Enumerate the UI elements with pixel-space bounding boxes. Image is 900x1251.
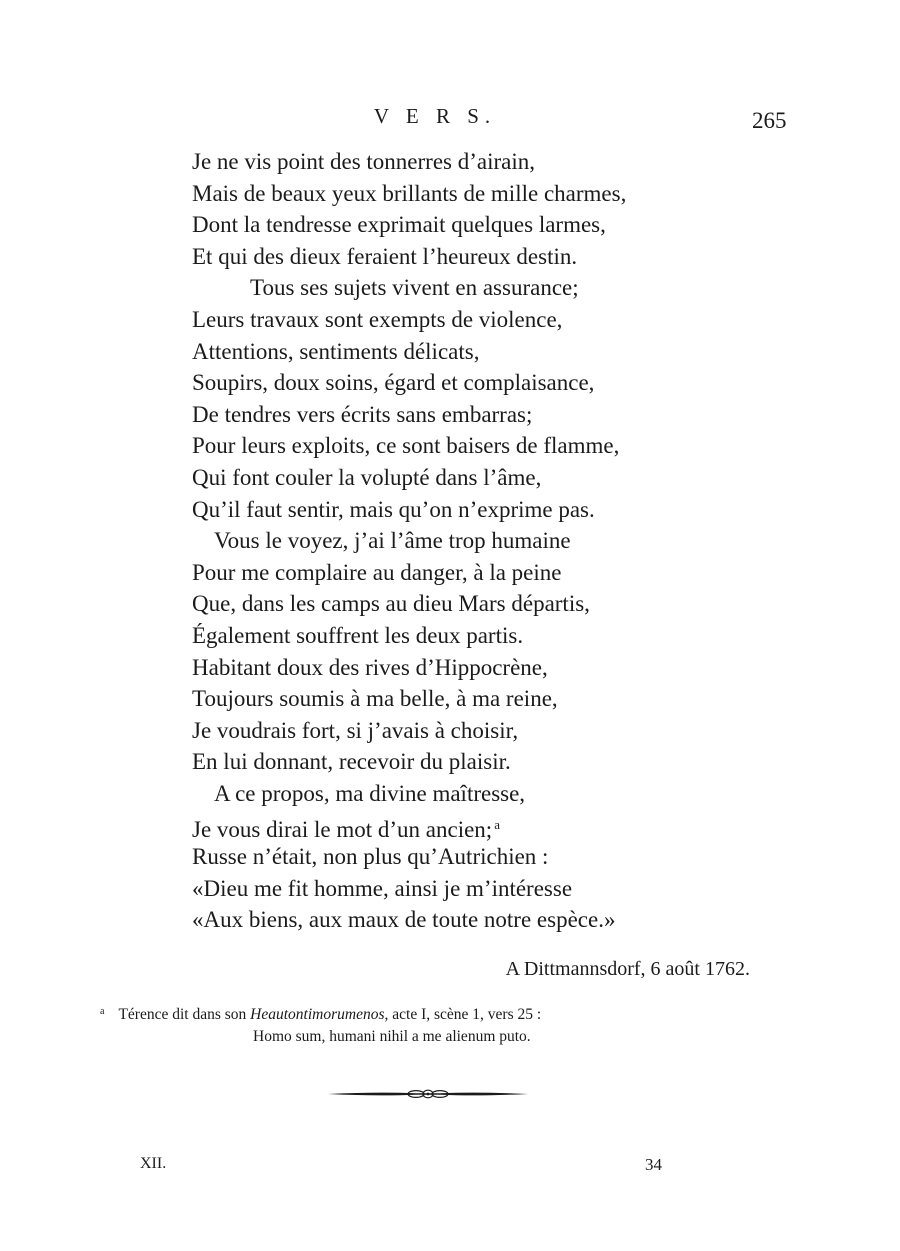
poem-line: Je ne vis point des tonnerres d’airain, [192, 149, 535, 174]
poem-line: Que, dans les camps au dieu Mars départis, [192, 591, 590, 617]
poem-line: Habitant doux des rives d’Hippocrène, [192, 654, 548, 680]
poem-line: En lui donnant, recevoir du plaisir. [192, 749, 511, 775]
poem-line: Soupirs, doux soins, égard et complaisance, [192, 370, 595, 396]
poem-line: Pour leurs exploits, ce sont baisers de flamme, [192, 433, 620, 459]
poem-line: Vous le voyez, j’ai l’âme trop humaine [214, 528, 571, 554]
poem-line: De tendres vers écrits sans embarras; [192, 401, 533, 427]
place-date-signature: A Dittmannsdorf, 6 août 1762. [505, 958, 750, 980]
footnote [100, 1000, 700, 1045]
poem [192, 146, 712, 936]
poem-line [192, 809, 712, 841]
poem-line: «Dieu me fit homme, ainsi je m’intéresse [192, 875, 573, 901]
footnote-work-title: Heautontimorumenos, [250, 1006, 389, 1023]
page-number: 265 [752, 108, 787, 133]
poem-line: «Aux biens, aux maux de toute notre espèce.» [192, 907, 616, 933]
footnote-text: acte I, scène 1, vers 25 : [388, 1006, 542, 1023]
poem-line: Mais de beaux yeux brillants de mille charmes, [192, 180, 627, 206]
footnote-reference: a [494, 817, 500, 833]
poem-line: Tous ses sujets vivent en assurance; [250, 275, 579, 301]
poem-line: Également souffrent les deux partis. [192, 622, 524, 648]
poem-line-text: Je vous dirai le mot d’un ancien; [192, 817, 493, 843]
poem-line: Je voudrais fort, si j’avais à choisir, [192, 717, 519, 743]
poem-line: Et qui des dieux feraient l’heureux destin. [192, 243, 578, 269]
poem-line: Toujours soumis à ma belle, à ma reine, [192, 686, 558, 712]
ornament-divider-icon [328, 1086, 528, 1102]
signature-mark: XII. [140, 1155, 167, 1172]
poem-line: Dont la tendresse exprimait quelques larmes, [192, 212, 606, 238]
poem-line: Russe n’était, non plus qu’Autrichien : [192, 844, 549, 870]
footnote-text: Térence dit dans son [118, 1006, 251, 1023]
poem-line: Pour me complaire au danger, à la peine [192, 559, 562, 585]
footnote-quote: Homo sum, humani nihil a me alienum puto. [253, 1028, 531, 1045]
poem-line: Attentions, sentiments délicats, [192, 338, 480, 364]
poem-line: Qui font couler la volupté dans l’âme, [192, 464, 542, 490]
poem-line: A ce propos, ma divine maîtresse, [214, 780, 526, 806]
footnote-marker: a [100, 1006, 105, 1017]
sheet-number: 34 [645, 1155, 662, 1174]
poem-line: Leurs travaux sont exempts de violence, [192, 306, 563, 332]
footnote-line [100, 1000, 700, 1027]
running-head: V E R S. [373, 104, 497, 128]
poem-line: Qu’il faut sentir, mais qu’on n’exprime pas. [192, 496, 595, 522]
